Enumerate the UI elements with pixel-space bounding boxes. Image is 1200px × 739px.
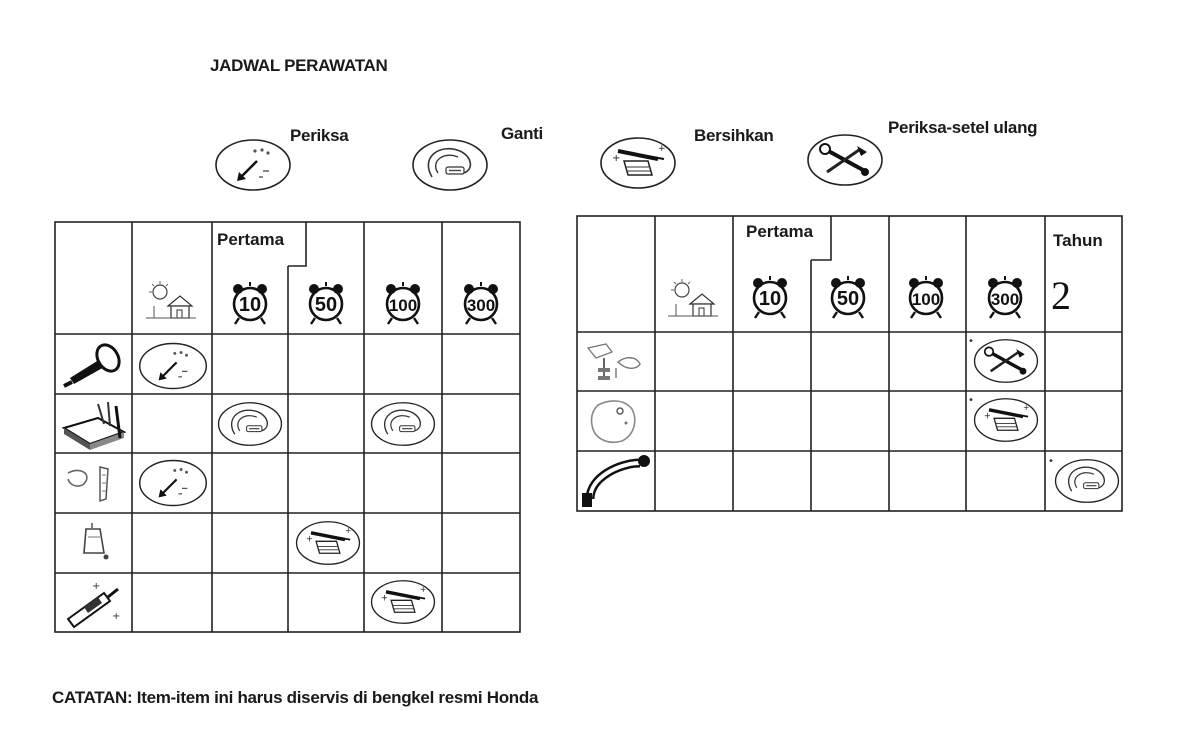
- tank-icon: [591, 401, 634, 442]
- left-r2-replace-icon: [219, 403, 282, 446]
- footer-note: CATATAN: Item-item ini harus diservis di bengkel resmi Honda: [52, 688, 539, 707]
- left-r2-replace-icon-100: [372, 403, 435, 446]
- left-r1-inspect-icon: [140, 344, 207, 389]
- left-r3-inspect-icon: [140, 461, 207, 506]
- legend-inspect-icon: [216, 140, 290, 190]
- right-header-pertama: Pertama: [746, 222, 814, 241]
- right-r3-asterisk-icon: •: [1048, 456, 1054, 467]
- left-sun-house-icon: [146, 281, 196, 318]
- right-r1-adjust-icon: [975, 340, 1038, 383]
- schedule-drawing: + Pertama 10 50 100 300 Pertama Tahun 2 10 50 100 300 • • •: [0, 0, 1200, 739]
- right-tahun-value: 2: [1051, 273, 1071, 318]
- right-r2-asterisk-icon: •: [968, 395, 974, 406]
- right-r1-asterisk-icon: •: [968, 336, 974, 347]
- right-interval-10: 10: [758, 288, 782, 310]
- legend-adjust-icon: [808, 135, 882, 185]
- left-interval-300: 300: [466, 296, 496, 315]
- legend-label-periksa: Periksa: [290, 126, 349, 145]
- fuel-hose-icon: [582, 455, 650, 507]
- oil-tray-icon: [64, 402, 124, 450]
- spark-plug-icon: [68, 581, 120, 627]
- page-title: JADWAL PERAWATAN: [210, 56, 388, 75]
- filter-icon: [84, 523, 109, 560]
- right-schedule-table: [577, 216, 1122, 511]
- left-r4-clean-icon: [297, 522, 360, 565]
- right-interval-300: 300: [990, 290, 1020, 309]
- legend-clean-icon: [601, 138, 675, 188]
- left-interval-10: 10: [238, 294, 262, 316]
- left-r5-clean-icon: [372, 581, 435, 624]
- flashlight-icon: [64, 341, 124, 386]
- right-interval-100: 100: [911, 290, 941, 309]
- right-sun-house-icon: [668, 279, 718, 316]
- left-interval-100: 100: [388, 296, 418, 315]
- legend-label-bersihkan: Bersihkan: [694, 126, 774, 145]
- legend-label-ganti: Ganti: [501, 124, 543, 143]
- hose-clamp-icon: [68, 467, 108, 501]
- left-schedule-table: [55, 222, 520, 632]
- legend-replace-icon: [413, 140, 487, 190]
- right-header-tahun: Tahun: [1053, 231, 1103, 250]
- valve-icon: [588, 344, 640, 380]
- left-header-pertama: Pertama: [217, 230, 285, 249]
- right-interval-50: 50: [836, 288, 860, 310]
- right-table-frame: [577, 216, 1122, 511]
- left-interval-50: 50: [314, 294, 338, 316]
- right-r3-replace-icon: [1056, 460, 1119, 503]
- legend-label-setel: Periksa-setel ulang: [888, 118, 1038, 137]
- right-r2-clean-icon: [975, 399, 1038, 442]
